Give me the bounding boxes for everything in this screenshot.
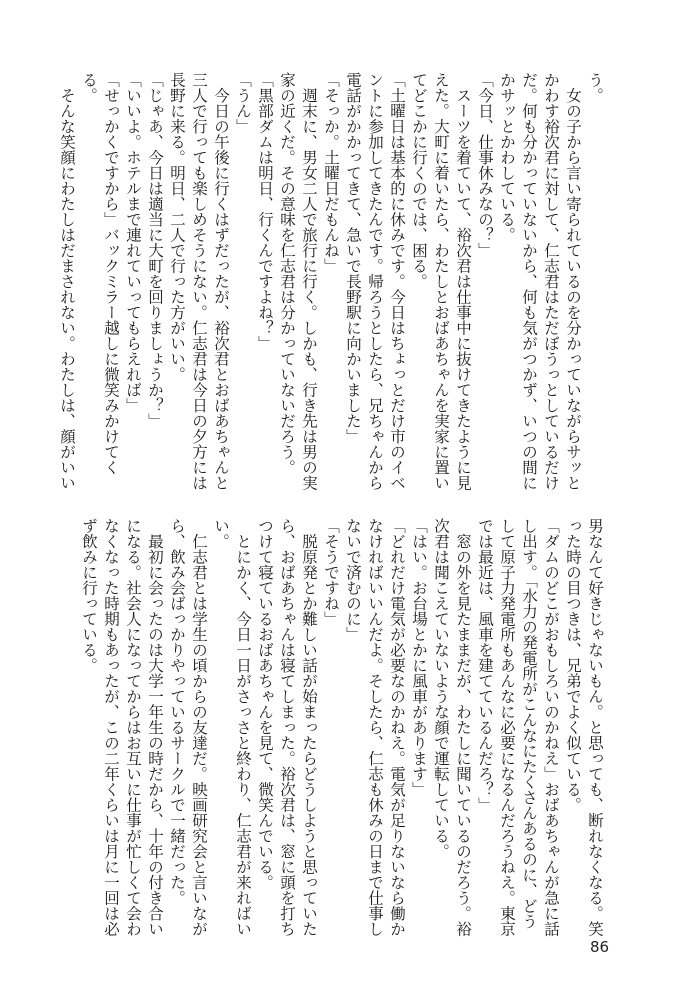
text-column: 「黒部ダムは明日、行くんですよね？」 <box>256 72 274 351</box>
text-column: とにかく、今日一日がさっさと終わり、仁志君が来ればい <box>234 518 252 937</box>
text-column: 「じゃあ、今日は適当に大町を回りましょうか？」 <box>146 72 164 429</box>
text-column: 長野に来る。明日、二人で行った方がいい。 <box>168 72 186 382</box>
page-number: 86 <box>590 938 610 956</box>
text-column: では最近は、風車を建てているんだろ？」 <box>476 518 494 813</box>
text-column: 電話がかかってきて、急いで長野駅に向かいました」 <box>344 72 362 444</box>
upper-text-block <box>56 72 606 491</box>
text-column: 次君は聞こえていないような顔で運転している。 <box>432 518 450 859</box>
text-column: 「どれだけ電気が必要なのかねえ。電気が足りないなら働か <box>388 518 406 937</box>
text-column: 窓の外を見たままだが、わたしに聞いているのだろう。裕 <box>454 518 472 937</box>
text-column: う。 <box>586 72 604 103</box>
text-column: 週末に、男女二人で旅行に行く。しかも、行き先は男の実 <box>300 72 318 491</box>
lower-text-block <box>78 518 606 937</box>
text-column: ないで済むのに」 <box>344 518 362 642</box>
text-column: 「いいよ。ホテルまで連れていってもらえれば」 <box>124 72 142 413</box>
text-column: かわす裕次君に対して、仁志君はただぼうっとしているだけ <box>542 72 560 491</box>
text-column: なくなった時期もあったが、この二年くらいは月に一回は必 <box>102 518 120 937</box>
text-column: ら、おばあちゃんは寝てしまった。裕次君は、窓に頭を打ち <box>278 518 296 937</box>
text-column: 「そっか。土曜日だもんね」 <box>322 72 340 274</box>
text-column: えた。大町に着いたら、わたしとおばあちゃんを実家に置い <box>432 72 450 491</box>
text-column: ず飲みに行っている。 <box>80 518 98 673</box>
text-column: ントに参加してきたんです。帰ろうとしたら、兄ちゃんから <box>366 72 384 491</box>
text-column: った時の目つきは、兄弟でよく似ている。 <box>564 518 582 813</box>
text-column: 「ダムのどこがおもしろいのかねえ」おばあちゃんが急に話 <box>542 518 560 937</box>
text-column: 「うん」 <box>234 72 252 134</box>
text-column: 三人で行っても楽しめそうにない。仁志君は今日の夕方には <box>190 72 208 491</box>
text-column: 「土曜日は基本的に休みです。今日はちょっとだけ市のイベ <box>388 72 406 491</box>
text-column: つけて寝ているおばあちゃんを見て、微笑んでいる。 <box>256 518 274 890</box>
text-column: 「そうですね」 <box>322 518 340 627</box>
text-column: 仁志君とは学生の頃からの友達だ。映画研究会と言いなが <box>190 518 208 937</box>
text-column: し出す。「水力の発電所がこんなにたくさんあるのに、どう <box>520 518 538 929</box>
text-column: して原子力発電所もあんなに必要になるんだろうねえ。東京 <box>498 518 516 937</box>
text-column: 「はい。お台場とかに風車があります」 <box>410 518 428 797</box>
text-column: かサッとかわしている。 <box>498 72 516 243</box>
text-column: い。 <box>212 518 230 549</box>
text-column: 家の近くだ。その意味を仁志君は分かっていないだろう。 <box>278 72 296 475</box>
text-column: 男なんて好きじゃないもん。と思っても、断れなくなる。笑 <box>586 518 604 937</box>
text-column: 今日の午後に行くはずだったが、裕次君とおばあちゃんと <box>212 72 230 491</box>
text-column: ら、飲み会ばっかりやっているサークルで一緒だった。 <box>168 518 186 906</box>
text-column: なければいいんだよ。そしたら、仁志も休みの日まで仕事し <box>366 518 384 937</box>
text-column: 「今日、仕事休みなの？」 <box>476 72 494 258</box>
text-column: スーツを着ていて、裕次君は仕事中に抜けてきたように見 <box>454 72 472 491</box>
text-column: になる。社会人になってからはお互いに仕事が忙しくて会わ <box>124 518 142 937</box>
text-column: だ。何も分かっていないから、何も気がつかず、いつの間に <box>520 72 538 491</box>
text-column: 女の子から言い寄られているのを分かっていながらサッと <box>564 72 582 491</box>
text-column: てどこかに行くのでは、困る。 <box>410 72 428 289</box>
text-column: る。 <box>80 72 98 103</box>
text-column: 「せっかくですから」バックミラー越しに微笑みかけてく <box>102 72 120 475</box>
text-column: そんな笑顔にわたしはだまされない。わたしは、顔がいい <box>58 72 76 491</box>
text-column: 最初に会ったのは大学一年生の時だから、十年の付き合い <box>146 518 164 937</box>
text-column: 脱原発とか難しい話が始まったらどうしようと思っていた <box>300 518 318 937</box>
